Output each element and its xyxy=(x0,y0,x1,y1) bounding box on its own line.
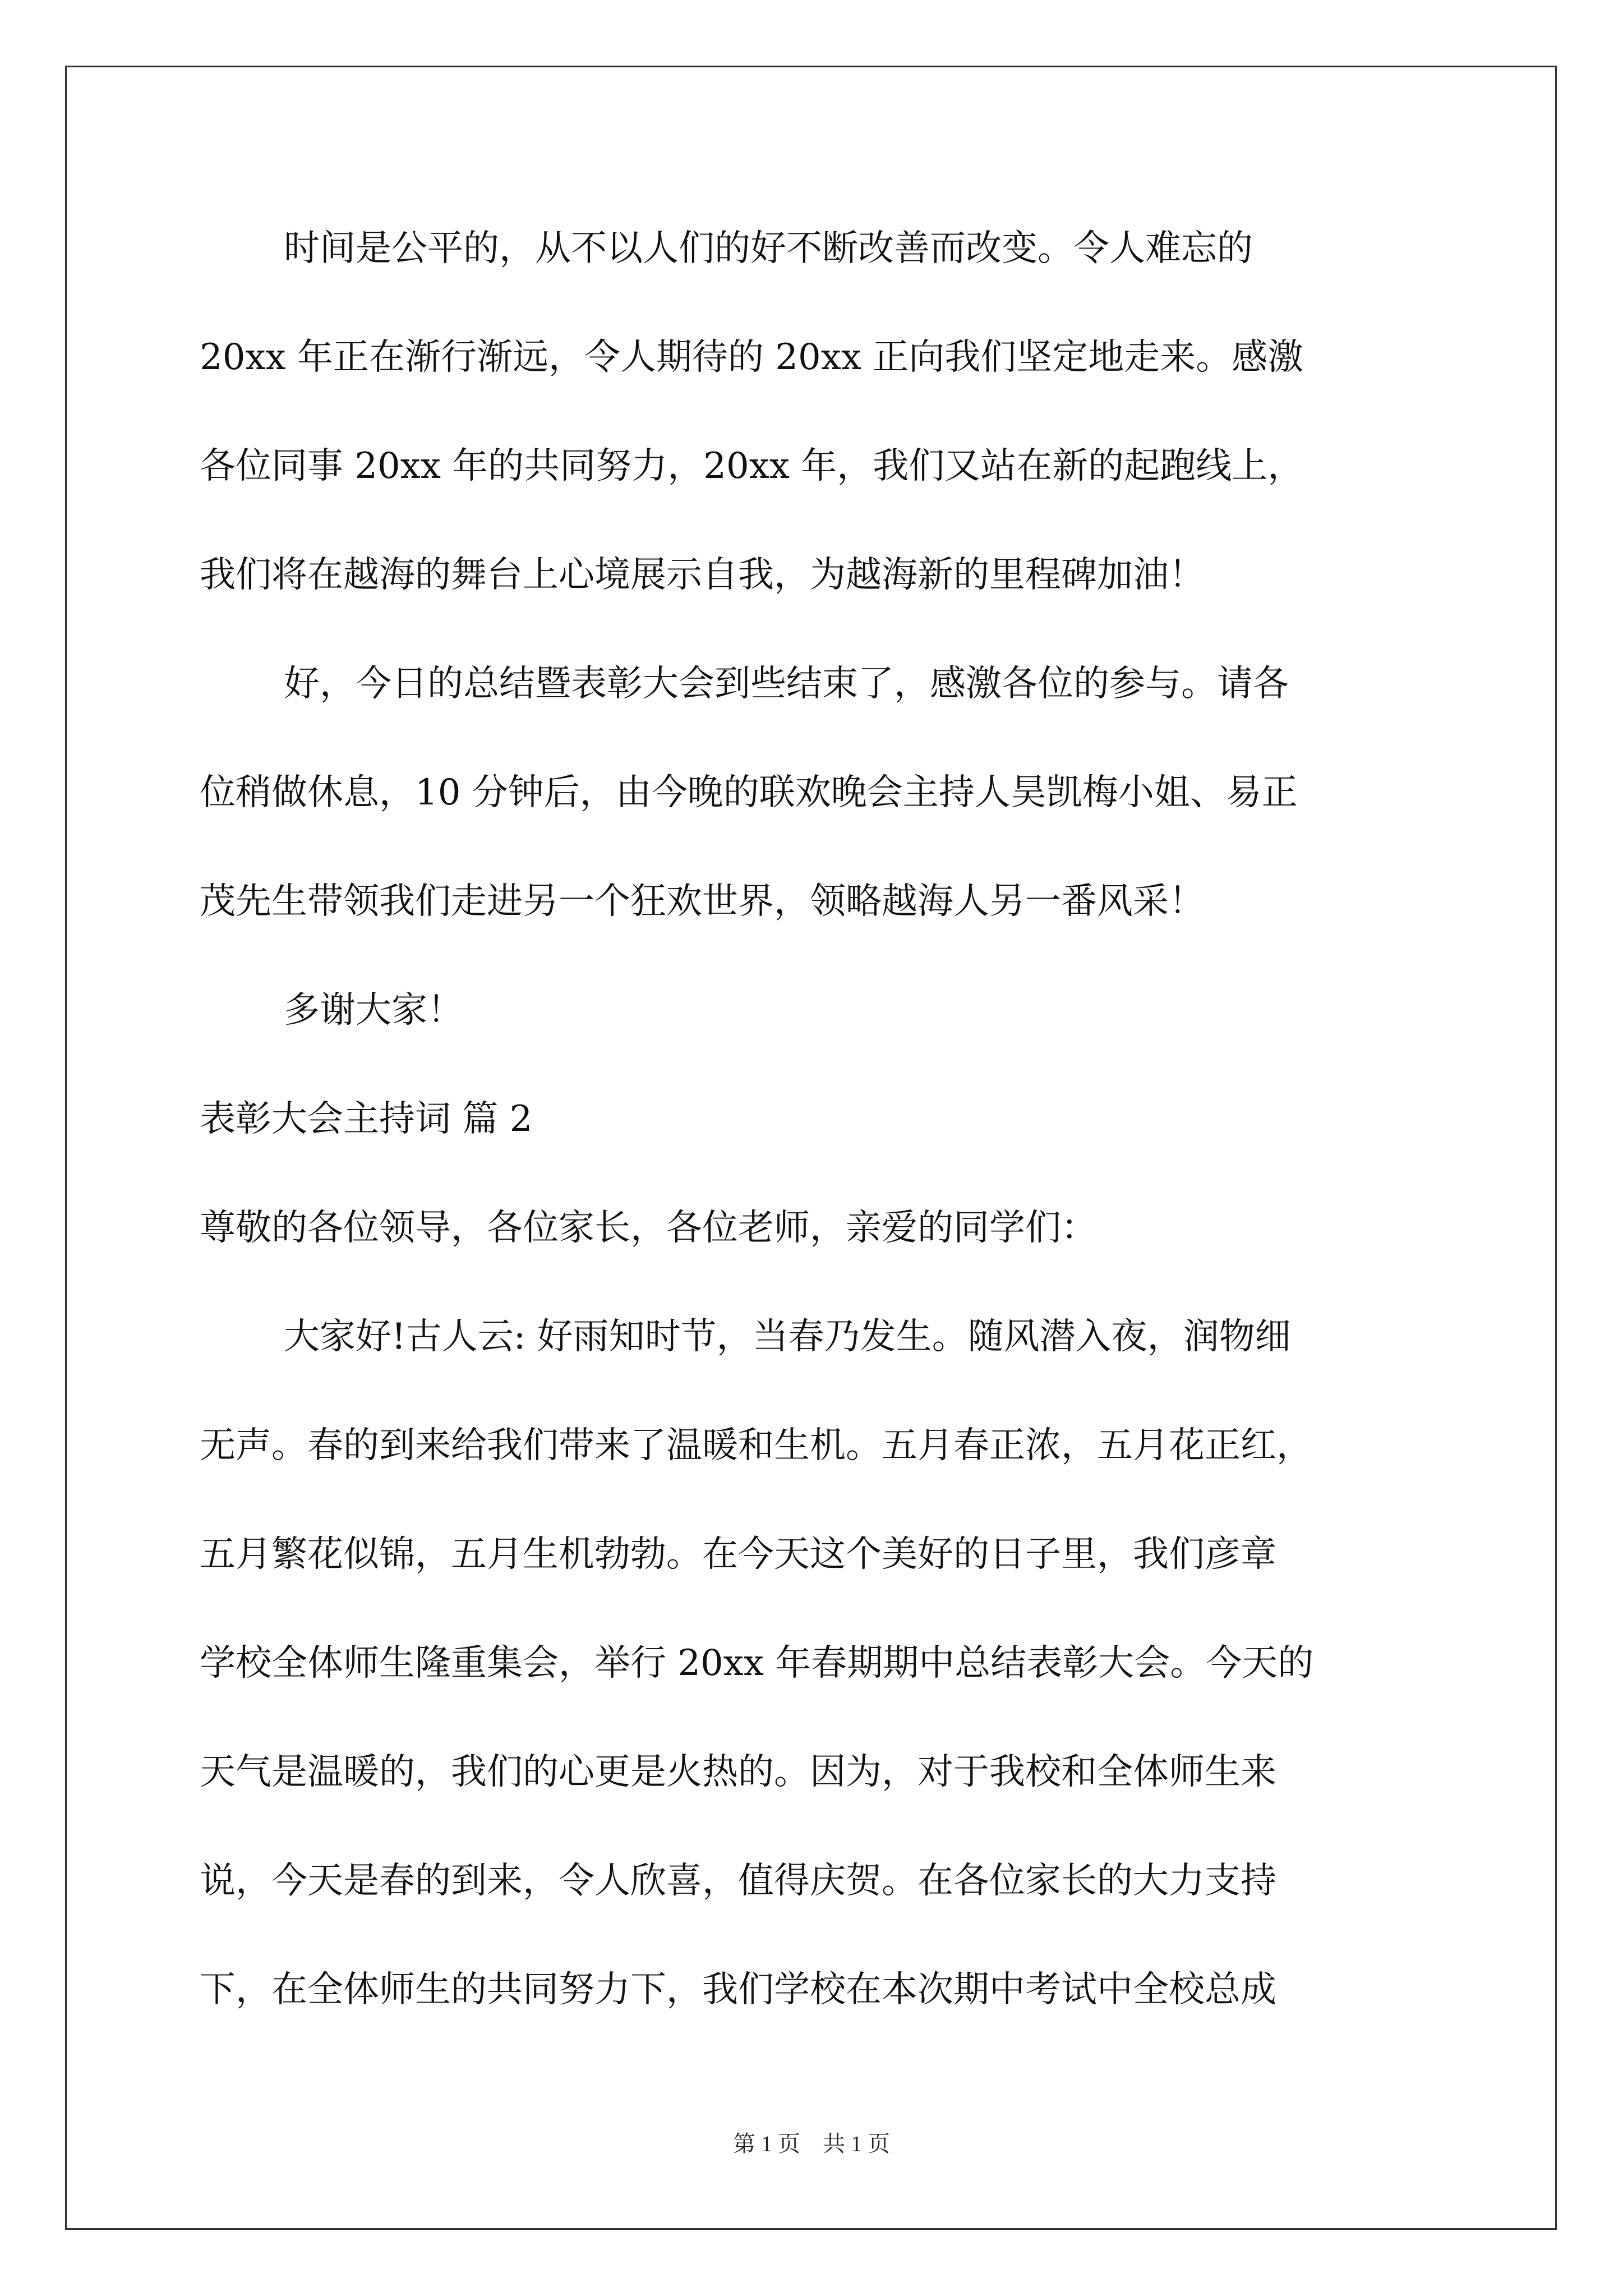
paragraph-line: 说，今天是春的到来，令人欣喜，值得庆贺。在各位家长的大力支持 xyxy=(200,1860,1276,1902)
paragraph-line: 茂先生带领我们走进另一个狂欢世界，领略越海人另一番风采！ xyxy=(200,881,1205,922)
paragraph-line: 天气是温暖的，我们的心更是火热的。因为，对于我校和全体师生来 xyxy=(200,1751,1276,1793)
paragraph-line: 我们将在越海的舞台上心境展示自我，为越海新的里程碑加油！ xyxy=(200,554,1205,596)
paragraph-line: 各位同事 20xx 年的共同努力，20xx 年，我们又站在新的起跑线上， xyxy=(200,445,1304,487)
paragraph-line: 下，在全体师生的共同努力下，我们学校在本次期中考试中全校总成 xyxy=(200,1969,1276,2010)
paragraph-line: 无声。春的到来给我们带来了温暖和生机。五月春正浓，五月花正红， xyxy=(200,1425,1312,1466)
paragraph-line: 五月繁花似锦，五月生机勃勃。在今天这个美好的日子里，我们彦章 xyxy=(200,1534,1276,1575)
paragraph-line: 多谢大家！ xyxy=(284,990,463,1031)
paragraph-line: 时间是公平的，从不以人们的好不断改善而改变。令人难忘的 xyxy=(284,228,1253,269)
paragraph-line: 学校全体师生隆重集会，举行 20xx 年春期期中总结表彰大会。今天的 xyxy=(200,1642,1314,1684)
page-footer: 第 1 页 共 1 页 xyxy=(733,2131,890,2156)
paragraph-line: 位稍做休息，10 分钟后，由今晚的联欢晚会主持人昊凯梅小姐、易正 xyxy=(200,772,1298,813)
paragraph-line: 大家好!古人云: 好雨知时节，当春乃发生。随风潜入夜，润物细 xyxy=(284,1316,1291,1358)
paragraph-line: 20xx 年正在渐行渐远，令人期待的 20xx 正向我们坚定地走来。感激 xyxy=(200,337,1304,378)
salutation-line: 尊敬的各位领导，各位家长，各位老师，亲爱的同学们： xyxy=(200,1207,1097,1249)
paragraph-line: 好，今日的总结暨表彰大会到些结束了，感激各位的参与。请各 xyxy=(284,663,1289,705)
section-heading: 表彰大会主持词 篇 2 xyxy=(200,1098,533,1140)
page-border xyxy=(65,66,1557,2230)
